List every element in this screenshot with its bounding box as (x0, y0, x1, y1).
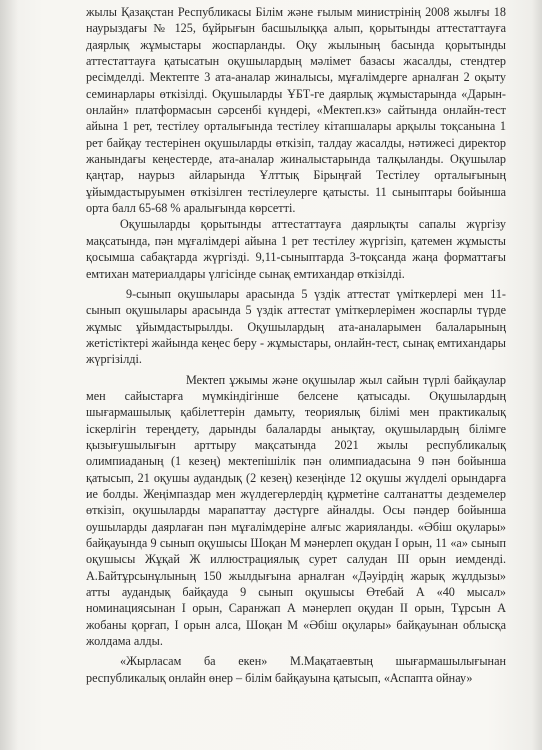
paragraph-final-attestation-quality: Оқушыларды қорытынды аттестаттауға даярлықты сапалы жүргізу мақсатында, пән мұғалімдері айына 1 рет тестілеу жүргізіп, қатемен жұмысты қосымша сабақтарда жүргізді. 9,11-сыныптарда 3-тоқсанда жаңа форматтағы емтихан материалдары үлгісінде сынақ емтихандар өткізілді. (86, 217, 506, 281)
paragraph-olympiads-and-contests: Мектеп ұжымы және оқушылар жыл сайын түрлі байқаулар мен сайыстарға мүмкіндігінше белсене қатысады. Оқушылардың шығармашылық қабілеттерін дамыту, теориялық білімі мен практикалық іскерлігін тереңдету, дарынды балаларды анықтау, оқушылардың білімге қызығушылығын арттыру мақсатында 2021 жылы республикалық олимпиаданың (1 кезең) мектепішілік пән олимпиадасына 9 пән бойынша қатысып, 21 оқушы аудандық (2 кезең) кезеңінде 12 оқушы жүлделі орындарға ие болды. Жеңімпаздар мен жүлдегерлердің құрметіне салтанатты дездемелер өткізіп, оқушыларды марапаттау дәстүрге айналды. Осы пәндер бойынша оушыларды даярлаған пән мұғалімдеріне алғыс жарияланды. «Әбіш оқулары» байқауында 9 сынып оқушысы Шоқан М мәнерлеп оқудан I орын, 11 «а» сынып оқушысы Жұқай Ж иллюстрациялық сурет салудан III орын иемденді. А.Байтұрсынұлының 150 жылдығына арналған «Дәуірдің жарық жұлдызы» атты аудандық байқауда 9 сынып оқушысы Өтебай А «40 мысал» номинациясынан I орын, Саранжап А мәнерлеп оқудан II орын, Тұрсын А жобаны қорғап, I орын алса, Шоқан М «Әбіш оқулары» байқауынан облысқа жолдама алды. (86, 372, 506, 649)
paragraph-makataev-contest: «Жырласам ба екен» М.Мақатаевтың шығармашылығынан республикалық онлайн өнер – білім байқауына қатысып, «Аспапта ойнау» (86, 654, 506, 685)
paragraph-honor-certificate-candidates: 9-сынып оқушылары арасында 5 үздік аттестат үміткерлері мен 11-сынып оқушылары арасында 5 үздік аттестат үміткерлерімен жоспарлы түрде жұмыс ұйымдастырылды. Оқушылардың ата-аналарымен балаларының жетістіктері жайында кеңес беру - жұмыстары, онлайн-тест, сынақ емтихандары жүргізілді. (86, 286, 506, 367)
page-edge-shadow-left (0, 0, 18, 750)
page-edge-shadow-right (532, 0, 542, 750)
document-body (86, 4, 506, 686)
paragraph-exam-preparation: жылы Қазақстан Республикасы Білім және ғылым министрінің 2008 жылғы 18 наурыздағы № 125, бұйрығын басшылыққа алып, қорытынды аттестаттауға даярлық жұмыстары жоспарланды. Оқу жылының басында қорытынды аттестаттауға қатысатын оқушылардың мәлімет базасы жасалды, стендтер ресімделді. Мектепте 3 ата-аналар жиналысы, мұғалімдерге арналған 2 оқыту семинарлары өткізілді. Оқушыларды ҰБТ-ге даярлық жұмыстарында «Дарын-онлайн» платформасын сәрсенбі күндері, «Мектеп.кз» сайтында онлайн-тест айына 1 рет, тестілеу орталығында тестілеу кітапшалары арқылы тоқсанына 1 рет байқау тестерінен оқушыларды өткізіп, талдау жасалды, нәтижесі директор жанындағы кеңестерде, ата-аналар жиналыстарында талқыланды. Оқушылар қаңтар, наурыз айларында Ұлттық Бірыңғай Тестілеу орталығының ұйымдастыруымен өткізілген тестілеулерге қатысты. 11 сыныптары бойынша орта балл 65-68 % аралығында көрсетті. (86, 5, 506, 216)
